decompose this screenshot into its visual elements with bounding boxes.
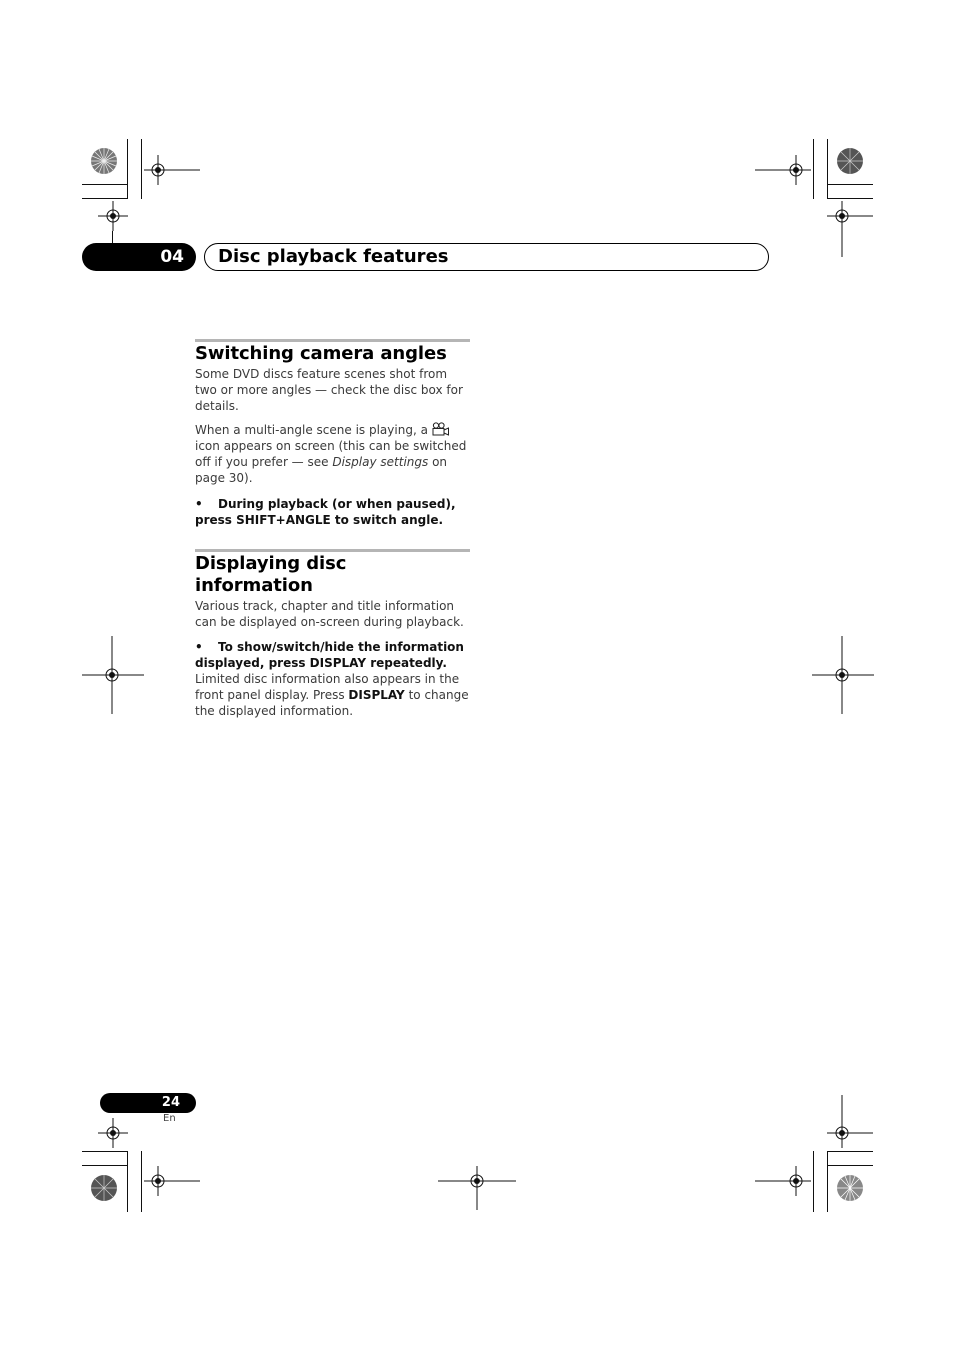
section-heading: Displaying disc information — [195, 553, 347, 596]
registration-mark-icon — [82, 636, 144, 714]
section-heading: Switching camera angles — [195, 343, 447, 364]
key-name: DISPLAY — [348, 688, 405, 702]
registration-mark-icon — [827, 1095, 873, 1148]
registration-mark-icon — [98, 1118, 128, 1148]
crop-line — [82, 184, 128, 185]
crop-line — [127, 139, 128, 199]
paragraph-text: on page 30). — [195, 455, 448, 485]
cross-reference: Display settings — [332, 455, 429, 469]
paragraph-text: When a multi-angle scene is playing, a — [195, 423, 428, 437]
registration-mark-icon — [755, 1166, 811, 1196]
paragraph: Various track, chapter and title information can be displayed on-screen during playback. — [195, 599, 464, 629]
paragraph — [195, 671, 470, 719]
rosette-icon — [90, 147, 118, 175]
crop-line — [827, 1165, 873, 1166]
chapter-title-box — [204, 243, 769, 271]
bullet-text: During playback (or when paused), press SHIFT+ANGLE to switch angle. — [195, 497, 456, 527]
rosette-icon — [836, 1174, 864, 1202]
paragraph — [195, 422, 470, 486]
crop-line — [127, 1151, 128, 1212]
page-number-badge — [100, 1093, 196, 1113]
registration-mark-icon — [144, 155, 200, 185]
bullet-text: To show/switch/hide the information displayed, press DISPLAY repeatedly. — [195, 640, 464, 670]
registration-mark-icon — [827, 201, 873, 257]
crop-line — [141, 1151, 142, 1212]
chapter-title: Disc playback features — [218, 246, 449, 267]
crop-line — [82, 198, 128, 199]
crop-line — [827, 184, 873, 185]
registration-mark-icon — [144, 1166, 200, 1196]
registration-mark-icon — [438, 1166, 516, 1210]
camera-angle-icon — [431, 422, 451, 436]
chapter-number: 04 — [160, 247, 184, 267]
crop-line — [827, 1151, 828, 1212]
page-number: 24 — [161, 1095, 180, 1110]
registration-mark-icon — [812, 636, 874, 714]
crop-line — [827, 1151, 873, 1152]
paragraph: Some DVD discs feature scenes shot from two or more angles — check the disc box for details. — [195, 367, 463, 413]
chapter-number-badge — [82, 243, 196, 271]
crop-line — [813, 1151, 814, 1212]
rosette-icon — [90, 1174, 118, 1202]
instruction-bullet: • During playback (or when paused), press SHIFT+ANGLE to switch angle. — [195, 497, 456, 527]
crop-line — [813, 139, 814, 199]
section-switching-camera-angles — [195, 343, 470, 528]
paragraph-text: Limited disc information also appears in the front panel display. Press — [195, 672, 460, 702]
crop-line — [82, 1165, 128, 1166]
registration-mark-icon — [98, 201, 128, 231]
section-rule — [195, 549, 470, 552]
section-displaying-disc-information — [195, 553, 470, 719]
language-label: En — [163, 1113, 176, 1124]
rosette-icon — [836, 147, 864, 175]
instruction-bullet: • To show/switch/hide the information displayed, press DISPLAY repeatedly. — [195, 640, 464, 670]
registration-mark-icon — [755, 155, 811, 185]
paragraph-text: icon appears on screen (this can be switched off if you prefer — see — [195, 439, 467, 469]
paragraph-text: to change the displayed information. — [195, 688, 469, 718]
crop-line — [141, 139, 142, 199]
crop-line — [82, 1151, 128, 1152]
crop-line — [827, 139, 828, 199]
crop-line — [827, 198, 873, 199]
section-rule — [195, 339, 470, 342]
